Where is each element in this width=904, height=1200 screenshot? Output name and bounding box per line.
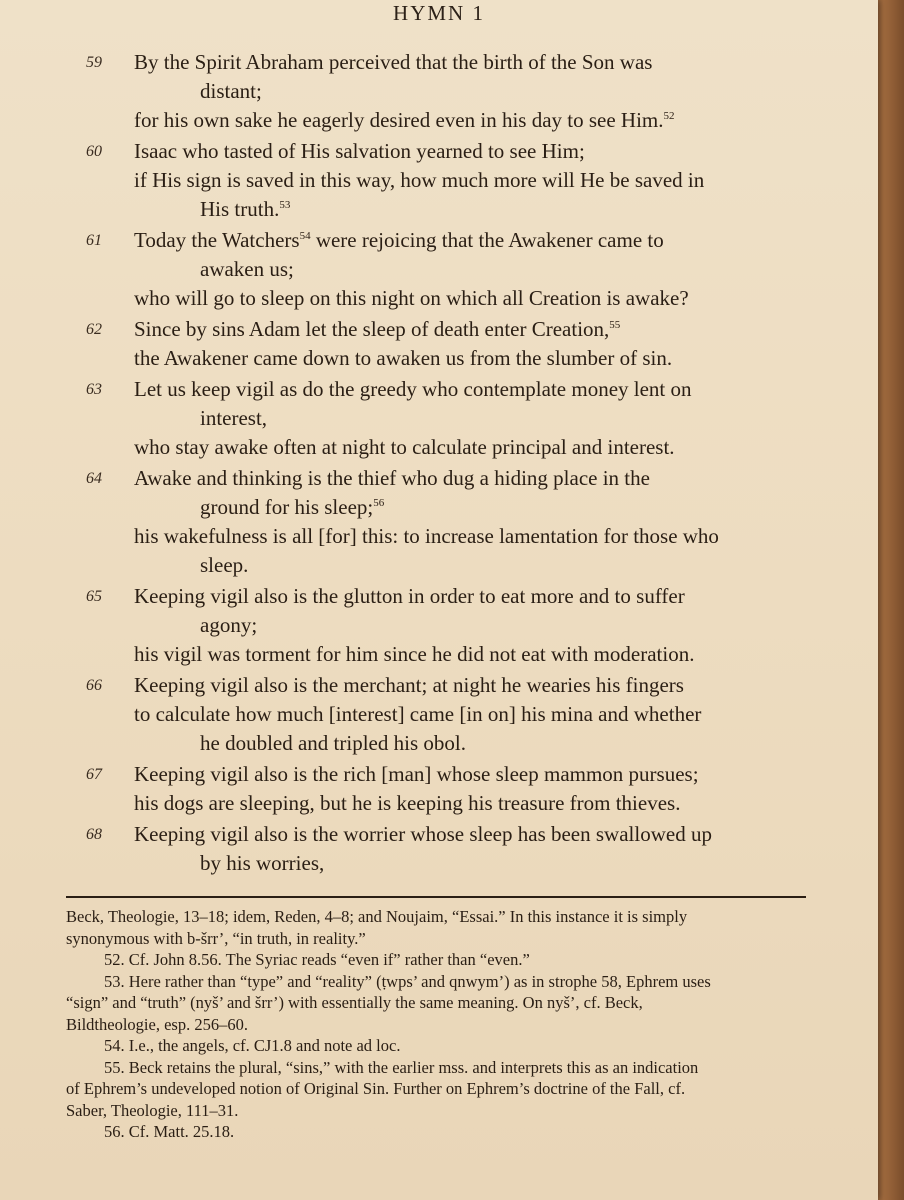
verse-text: sleep. (200, 553, 249, 577)
strophe (0, 582, 878, 669)
verse-line (0, 582, 878, 611)
verse-text: Keeping vigil also is the merchant; at night he wearies his fingers (134, 673, 684, 697)
verse-line (0, 464, 878, 493)
strophe-list (0, 48, 878, 880)
footnote-line: of Ephrem’s undeveloped notion of Original Sin. Further on Ephrem’s doctrine of the Fall, cf. (66, 1079, 686, 1098)
verse-line (0, 315, 878, 344)
verse-text: By the Spirit Abraham perceived that the birth of the Son was (134, 50, 653, 74)
footnote-line: 53. Here rather than “type” and “reality” (ṭwps’ and qnwym’) as in strophe 58, Ephrem uses (104, 971, 711, 991)
strophe-number: 67 (86, 766, 102, 783)
verse-text: the Awakener came down to awaken us from the slumber of sin. (134, 346, 673, 370)
footnotes (66, 906, 806, 1143)
verse-text: he doubled and tripled his obol. (200, 731, 466, 755)
strophe (0, 464, 878, 580)
footnote-line: “sign” and “truth” (nyš’ and šrr’) with essentially the same meaning. On nyš’, cf. Beck, (66, 993, 643, 1012)
verse-line (0, 344, 878, 373)
strophe-number: 62 (86, 321, 102, 338)
verse-text: to calculate how much [interest] came [in on] his mina and whether (134, 702, 702, 726)
verse-text: Today the Watchers (134, 228, 300, 252)
footnote-rule (66, 896, 806, 898)
verse-text: for his own sake he eagerly desired even in his day to see Him. (134, 108, 664, 132)
footnote-marker: 52 (663, 110, 675, 122)
verse-line (0, 106, 878, 135)
footnote-marker: 56 (373, 497, 385, 509)
verse-text: Since by sins Adam let the sleep of death enter Creation, (134, 317, 610, 341)
strophe (0, 375, 878, 462)
strophe-number: 65 (86, 588, 102, 605)
footnote-line: Saber, Theologie, 111–31. (66, 1100, 239, 1120)
verse-text: awaken us; (200, 257, 294, 281)
verse-line (0, 284, 878, 313)
strophe-number: 64 (86, 470, 102, 487)
verse-text: distant; (200, 79, 262, 103)
verse-text: if His sign is saved in this way, how much more will He be saved in (134, 168, 705, 192)
verse-text: Keeping vigil also is the glutton in order to eat more and to suffer (134, 584, 685, 608)
verse-line (0, 48, 878, 77)
verse-line (0, 640, 878, 669)
verse-text: Isaac who tasted of His salvation yearned to see Him; (134, 139, 585, 163)
verse-text: agony; (200, 613, 258, 637)
strophe-number: 59 (86, 54, 102, 71)
footnote-line: 55. Beck retains the plural, “sins,” with the earlier mss. and interprets this as an indication (104, 1057, 699, 1077)
strophe-number: 66 (86, 677, 102, 694)
footnote-line: synonymous with b-šrr’, “in truth, in reality.” (66, 928, 366, 948)
verse-line (0, 404, 878, 433)
verse-line (0, 849, 878, 878)
verse-text: interest, (200, 406, 268, 430)
verse-line (0, 195, 878, 224)
verse-text: his wakefulness is all [for] this: to increase lamentation for those who (134, 524, 719, 548)
verse-line (0, 77, 878, 106)
verse-line (0, 166, 878, 195)
verse-line (0, 255, 878, 284)
footnote-marker: 55 (609, 319, 621, 331)
verse-line (0, 700, 878, 729)
verse-text: who stay awake often at night to calculate principal and interest. (134, 435, 675, 459)
verse-line (0, 820, 878, 849)
verse-text: were rejoicing that the Awakener came to (310, 228, 664, 252)
verse-line (0, 760, 878, 789)
verse-line (0, 226, 878, 255)
footnote-line: Bildtheologie, esp. 256–60. (66, 1014, 248, 1034)
verse-text: His truth. (200, 197, 280, 221)
verse-line (0, 729, 878, 758)
verse-line (0, 611, 878, 640)
running-head: HYMN 1 (393, 1, 485, 25)
verse-text: Awake and thinking is the thief who dug a hiding place in the (134, 466, 650, 490)
strophe (0, 226, 878, 313)
verse-line (0, 375, 878, 404)
verse-text: ground for his sleep; (200, 495, 374, 519)
verse-text: by his worries, (200, 851, 325, 875)
footnote-line: Beck, Theologie, 13–18; idem, Reden, 4–8; and Noujaim, “Essai.” In this instance it is simply (66, 907, 688, 926)
footnote-line: 54. I.e., the angels, cf. CJ1.8 and note ad loc. (104, 1036, 401, 1055)
footnote-line: 52. Cf. John 8.56. The Syriac reads “even if” rather than “even.” (104, 950, 530, 969)
strophe-number: 63 (86, 381, 102, 398)
verse-line (0, 522, 878, 551)
footnote-line: 56. Cf. Matt. 25.18. (104, 1122, 235, 1141)
verse-line (0, 493, 878, 522)
verse-line (0, 671, 878, 700)
verse-line (0, 433, 878, 462)
footnote-marker: 54 (299, 230, 311, 242)
strophe (0, 137, 878, 224)
strophe-number: 68 (86, 826, 102, 843)
verse-text: Keeping vigil also is the rich [man] whose sleep mammon pursues; (134, 762, 699, 786)
verse-text: who will go to sleep on this night on which all Creation is awake? (134, 286, 689, 310)
strophe (0, 315, 878, 373)
verse-text: his dogs are sleeping, but he is keeping his treasure from thieves. (134, 791, 681, 815)
verse-line (0, 789, 878, 818)
strophe (0, 671, 878, 758)
verse-text: Let us keep vigil as do the greedy who contemplate money lent on (134, 377, 692, 401)
verse-text: his vigil was torment for him since he did not eat with moderation. (134, 642, 695, 666)
strophe-number: 61 (86, 232, 102, 249)
strophe (0, 48, 878, 135)
verse-text: Keeping vigil also is the worrier whose sleep has been swallowed up (134, 822, 712, 846)
strophe-number: 60 (86, 143, 102, 160)
strophe (0, 820, 878, 878)
footnote-marker: 53 (279, 199, 291, 211)
verse-line (0, 551, 878, 580)
verse-line (0, 137, 878, 166)
strophe (0, 760, 878, 818)
